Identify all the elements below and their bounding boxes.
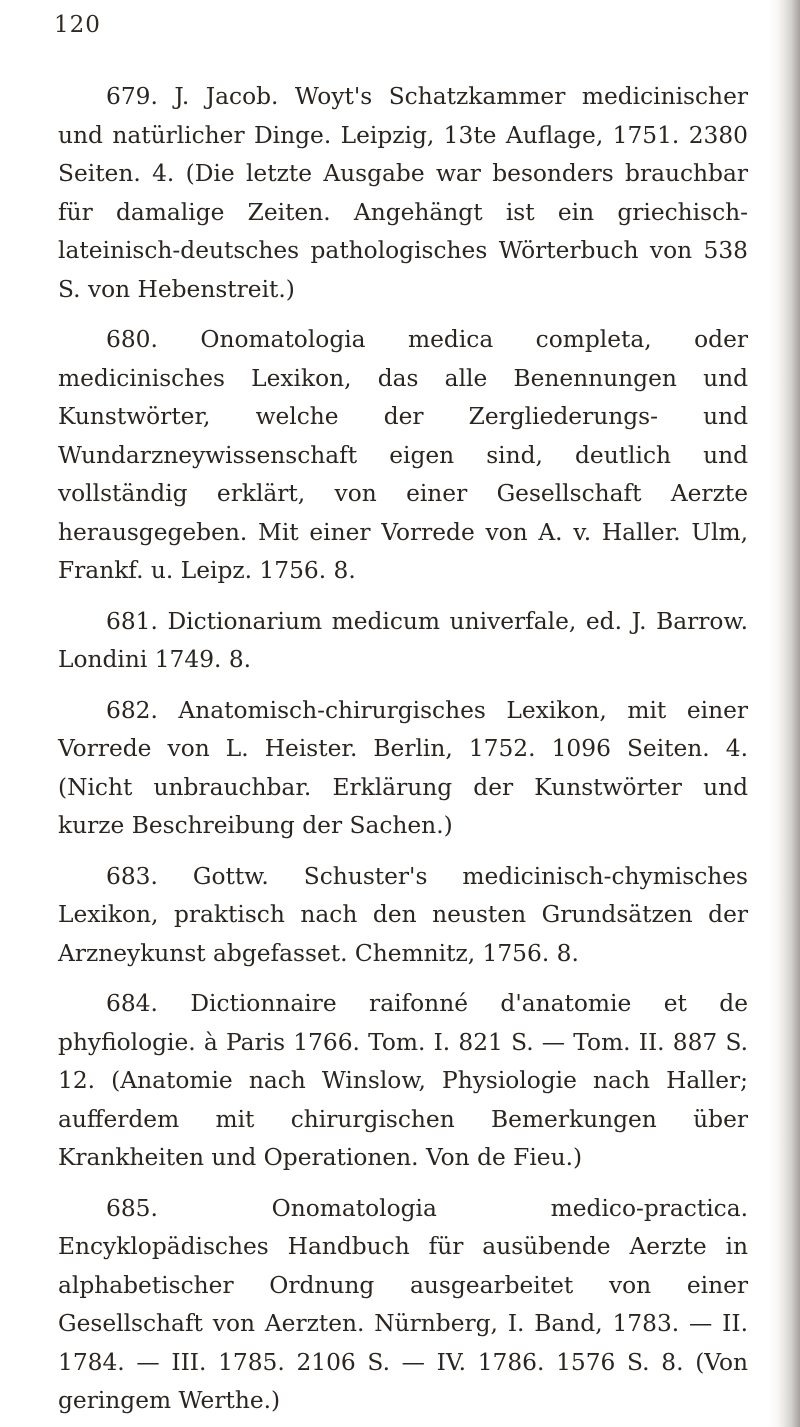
entry-681: 681. Dictionarium medicum univerfale, ed. J. Barrow. Londini 1749. 8. bbox=[58, 607, 748, 673]
entry-679: 679. J. Jacob. Woyt's Schatzkammer medicinischer und natürlicher Dinge. Leipzig, 13te Auflage, 1751. 2380 Seiten. 4. (Die letzte Ausgabe war besonders brauchbar für damalige Zeiten. Angehängt ist ein griechisch-lateinisch-deutsches pathologisches Wörterbuch von 538 S. von Hebenstreit.) bbox=[58, 83, 748, 303]
binding-shadow bbox=[778, 0, 800, 1427]
entry-685: 685. Onomatologia medico-practica. Encyklopädisches Handbuch für ausübende Aerzte in alphabetischer Ordnung ausgearbeitet von einer Gesellschaft von Aerzten. Nürnberg, I. Band, 1783. — II. 1784. — III. 1785. 2106 S. — IV. 1786. 1576 S. 8. (Von geringem Werthe.) bbox=[58, 1194, 748, 1414]
entry-682: 682. Anatomisch-chirurgisches Lexikon, mit einer Vorrede von L. Heister. Berlin, 1752. 1096 Seiten. 4. (Nicht unbrauchbar. Erklärung der Kunstwörter und kurze Beschreibung der Sachen.) bbox=[58, 696, 748, 839]
bibliography-entries bbox=[58, 78, 748, 1427]
entry-680: 680. Onomatologia medica completa, oder medicinisches Lexikon, das alle Benennungen und Kunstwörter, welche der Zergliederungs- und Wundarzneywissenschaft eigen sind, deutlich und vollständig erklärt, von einer Gesellschaft Aerzte herausgegeben. Mit einer Vorrede von A. v. Haller. Ulm, Frankf. u. Leipz. 1756. 8. bbox=[58, 326, 748, 584]
page-number: 120 bbox=[54, 12, 101, 38]
entry-684: 684. Dictionnaire raifonné d'anatomie et de phyfiologie. à Paris 1766. Tom. I. 821 S. — Tom. II. 887 S. 12. (Anatomie nach Winslow, Physiologie nach Haller; aufferdem mit chirurgischen Bemerkungen über Krankheiten und Operationen. Von de Fieu.) bbox=[58, 990, 748, 1171]
entry-683: 683. Gottw. Schuster's medicinisch-chymisches Lexikon, praktisch nach den neusten Grundsätzen der Arzneykunst abgefasset. Chemnitz, 1756. 8. bbox=[58, 862, 748, 967]
